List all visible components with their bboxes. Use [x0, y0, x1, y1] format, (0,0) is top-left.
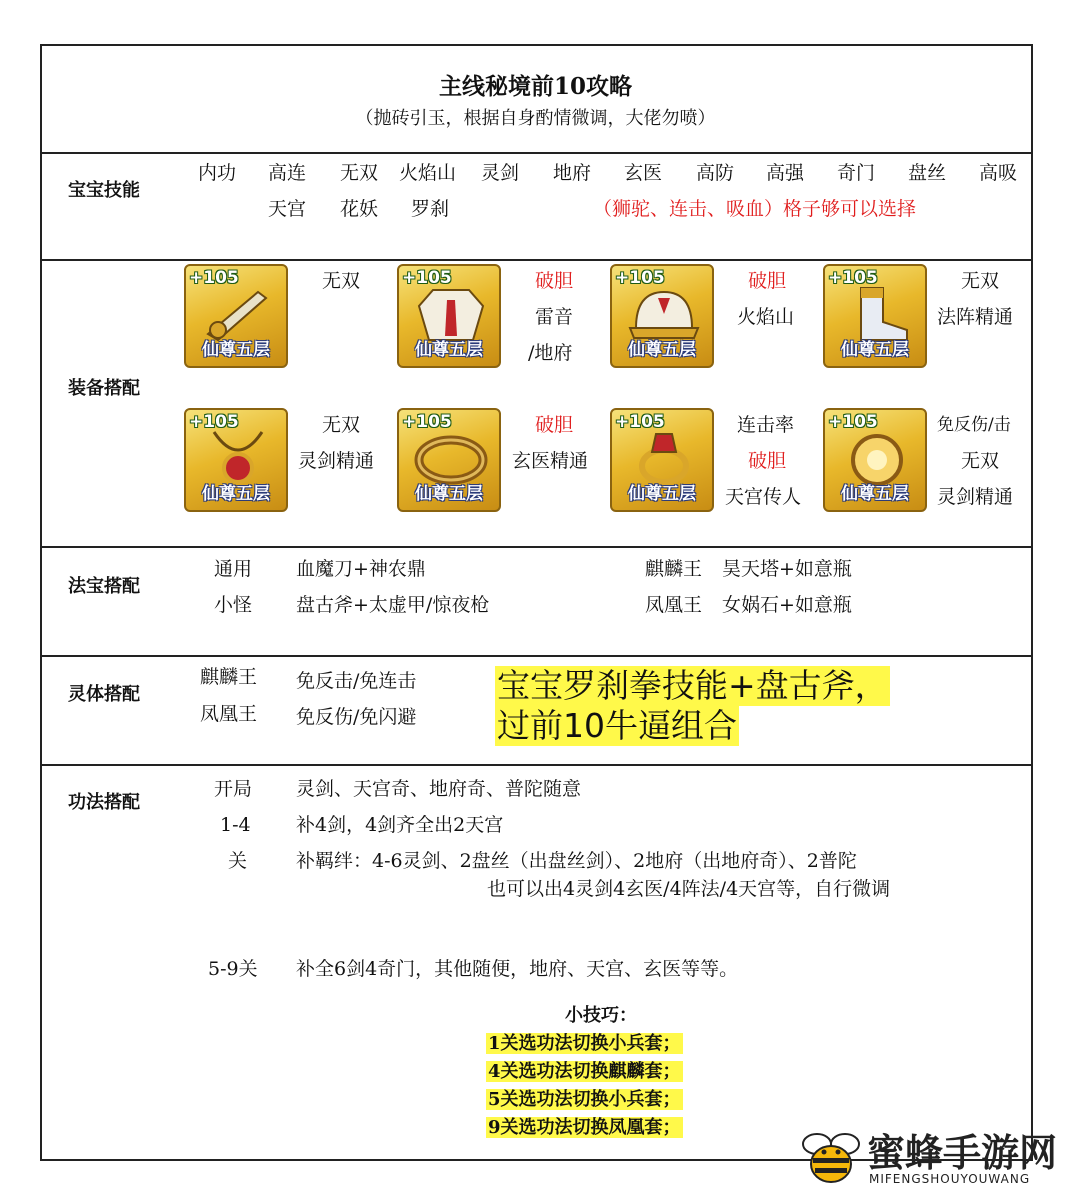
- page-title: 主线秘境前10攻略: [438, 73, 632, 100]
- equipment-slot: +105 仙尊五层: [823, 408, 927, 512]
- skill-tag: 灵剑: [481, 162, 520, 184]
- equipment-affix: /地府: [528, 342, 573, 364]
- skill-tag: 玄医: [624, 162, 663, 184]
- equipment-affix: 连击率: [737, 414, 795, 436]
- watermark-url: MIFENGSHOUYOUWANG: [869, 1172, 1031, 1186]
- skill-tag: 盘丝: [908, 162, 947, 184]
- skill-tag: 奇门: [837, 162, 876, 184]
- equipment-affix: 无双: [961, 270, 1000, 292]
- skills-value: 补4剑，4剑齐全出2天宫: [296, 814, 504, 836]
- watermark: [795, 1118, 1065, 1196]
- equipment-slot: +105 仙尊五层: [184, 264, 288, 368]
- section-label-equipment: 装备搭配: [68, 378, 140, 399]
- tip-line: 9关选功法切换凤凰套；: [488, 1117, 681, 1138]
- skills-value: 灵剑、天宫奇、地府奇、普陀随意: [296, 778, 582, 800]
- spirit-value: 免反击/免连击: [296, 670, 417, 692]
- skills-value: 补全6剑4奇门，其他随便，地府、天宫、玄医等等。: [296, 958, 739, 980]
- equipment-affix: 破胆: [535, 270, 574, 292]
- treasure-value: 血魔刀+神农鼎: [296, 558, 426, 580]
- skill-tag: 火焰山: [399, 162, 457, 184]
- treasure-value: 盘古斧+太虚甲/惊夜枪: [296, 594, 490, 616]
- equipment-affix: 无双: [322, 270, 361, 292]
- skill-tag: 高强: [766, 162, 805, 184]
- highlight-tip: 宝宝罗刹拳技能+盘古斧， 过前10牛逼组合: [497, 666, 888, 745]
- equipment-affix: 玄医精通: [512, 450, 589, 472]
- section-label-baby-skills: 宝宝技能: [68, 180, 140, 201]
- divider: [40, 546, 1033, 548]
- skill-note: （狮驼、连击、吸血）格子够可以选择: [593, 198, 917, 220]
- treasure-key: 小怪: [214, 594, 253, 616]
- skill-tag: 地府: [553, 162, 592, 184]
- skills-value: 补羁绊：4-6灵剑、2盘丝（出盘丝剑）、2地府（出地府奇）、2普陀: [296, 850, 857, 872]
- tips-title: 小技巧：: [565, 1005, 637, 1026]
- bee-icon: [795, 1118, 867, 1190]
- tip-line: 1关选功法切换小兵套；: [488, 1033, 681, 1054]
- page-subtitle: （抛砖引玉，根据自身酌情微调，大佬勿喷）: [355, 108, 716, 129]
- section-label-spirit: 灵体搭配: [68, 684, 140, 705]
- equipment-affix: 无双: [961, 450, 1000, 472]
- skills-key: 关: [228, 850, 248, 872]
- skills-key: 开局: [214, 778, 253, 800]
- skill-tag: 花妖: [340, 198, 379, 220]
- equipment-affix: 法阵精通: [937, 306, 1014, 328]
- skill-tag: 罗刹: [411, 198, 450, 220]
- treasure-key: 通用: [214, 558, 253, 580]
- equipment-affix: 破胆: [748, 450, 787, 472]
- skill-tag: 高防: [696, 162, 735, 184]
- skills-key: 1-4: [220, 814, 251, 836]
- equipment-affix: 破胆: [748, 270, 787, 292]
- divider: [40, 655, 1033, 657]
- skill-tag: 无双: [340, 162, 379, 184]
- equipment-slot: +105 仙尊五层: [397, 408, 501, 512]
- section-label-treasure: 法宝搭配: [68, 576, 140, 597]
- tip-line: 4关选功法切换麒麟套；: [488, 1061, 681, 1082]
- equipment-affix: 免反伤/击: [937, 415, 1011, 435]
- skill-tag: 高连: [268, 162, 307, 184]
- equipment-slot: +105 仙尊五层: [397, 264, 501, 368]
- divider: [40, 152, 1033, 154]
- spirit-key: 凤凰王: [200, 703, 258, 725]
- equipment-affix: 破胆: [535, 414, 574, 436]
- divider: [40, 259, 1033, 261]
- equipment-affix: 无双: [322, 414, 361, 436]
- equipment-affix: 灵剑精通: [298, 450, 375, 472]
- equipment-affix: 雷音: [535, 306, 574, 328]
- skill-tag: 高吸: [979, 162, 1018, 184]
- spirit-value: 免反伤/免闪避: [296, 706, 417, 728]
- treasure-key: 凤凰王: [645, 594, 703, 616]
- divider: [40, 764, 1033, 766]
- equipment-slot: +105 仙尊五层: [823, 264, 927, 368]
- skill-tag: 天宫: [268, 198, 307, 220]
- treasure-key: 麒麟王: [645, 558, 703, 580]
- watermark-name: 蜜蜂手游网: [867, 1131, 1058, 1175]
- equipment-affix: 灵剑精通: [937, 486, 1014, 508]
- treasure-value: 昊天塔+如意瓶: [722, 558, 852, 580]
- section-label-skills: 功法搭配: [68, 792, 140, 813]
- skills-value: 也可以出4灵剑4玄医/4阵法/4天宫等，自行微调: [487, 878, 891, 900]
- equipment-affix: 火焰山: [737, 306, 795, 328]
- spirit-key: 麒麟王: [200, 666, 258, 688]
- equipment-slot: +105 仙尊五层: [184, 408, 288, 512]
- skills-key: 5-9关: [208, 958, 258, 980]
- equipment-affix: 天宫传人: [725, 486, 802, 508]
- equipment-slot: +105 仙尊五层: [610, 264, 714, 368]
- equipment-slot: +105 仙尊五层: [610, 408, 714, 512]
- skill-tag: 内功: [198, 162, 237, 184]
- tip-line: 5关选功法切换小兵套；: [488, 1089, 681, 1110]
- treasure-value: 女娲石+如意瓶: [722, 594, 852, 616]
